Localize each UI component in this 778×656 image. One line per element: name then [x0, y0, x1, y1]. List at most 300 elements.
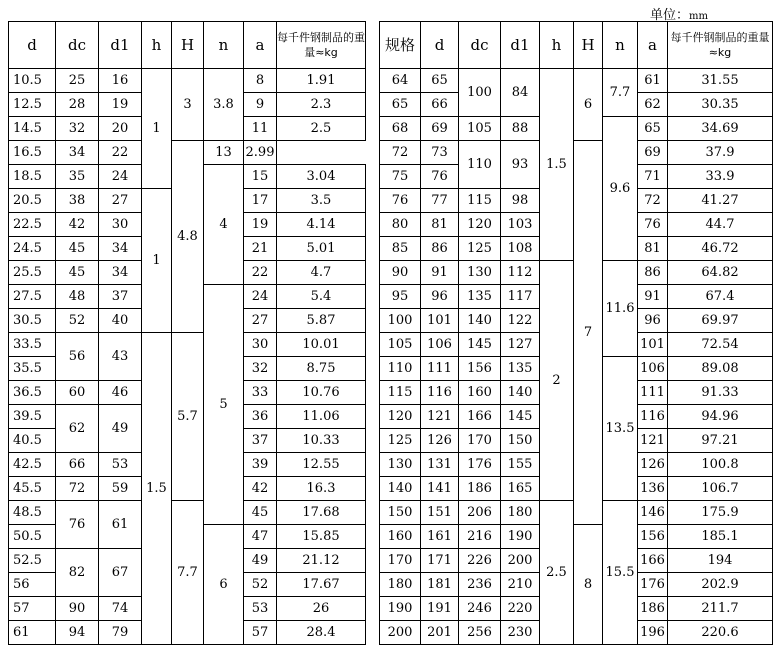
header-cell: dc — [459, 22, 501, 69]
table-row — [9, 69, 366, 93]
cell-w: 37.9 — [668, 141, 773, 165]
cell-w: 2.99 — [244, 141, 277, 165]
cell-d: 65 — [421, 69, 459, 93]
cell-d: 25.5 — [9, 261, 56, 285]
cell-d: 27.5 — [9, 285, 56, 309]
cell-d1: 16 — [99, 69, 142, 93]
cell-d: 45.5 — [9, 477, 56, 501]
header-cell: n — [603, 22, 638, 69]
cell-d: 40.5 — [9, 429, 56, 453]
cell-a: 32 — [244, 357, 277, 381]
cell-a: 96 — [638, 309, 668, 333]
cell-d: 73 — [421, 141, 459, 165]
cell-h: 1 — [142, 189, 172, 333]
cell-n: 3.8 — [204, 69, 244, 141]
cell-a: 17 — [244, 189, 277, 213]
cell-h: 1.5 — [540, 69, 574, 261]
cell-d: 111 — [421, 357, 459, 381]
cell-dc: 246 — [459, 597, 501, 621]
cell-dc: 115 — [459, 189, 501, 213]
cell-dc: 140 — [459, 309, 501, 333]
cell-w: 17.67 — [277, 573, 366, 597]
cell-w: 10.01 — [277, 333, 366, 357]
cell-a: 196 — [638, 621, 668, 645]
cell-w: 2.5 — [277, 117, 366, 141]
cell-spec: 200 — [380, 621, 421, 645]
cell-d: 101 — [421, 309, 459, 333]
cell-a: 19 — [244, 213, 277, 237]
cell-d: 171 — [421, 549, 459, 573]
cell-d1: 84 — [501, 69, 540, 117]
cell-d: 52.5 — [9, 549, 56, 573]
cell-d: 16.5 — [9, 141, 56, 165]
cell-d: 39.5 — [9, 405, 56, 429]
cell-dc: 52 — [56, 309, 99, 333]
cell-dc: 42 — [56, 213, 99, 237]
cell-w: 185.1 — [668, 525, 773, 549]
cell-w: 5.01 — [277, 237, 366, 261]
cell-dc: 72 — [56, 477, 99, 501]
cell-a: 186 — [638, 597, 668, 621]
cell-d1: 30 — [99, 213, 142, 237]
cell-w: 31.55 — [668, 69, 773, 93]
cell-n: 11.6 — [603, 261, 638, 357]
cell-d: 151 — [421, 501, 459, 525]
cell-spec: 95 — [380, 285, 421, 309]
header-cell: H — [574, 22, 603, 69]
left-table — [8, 21, 366, 645]
cell-a: 24 — [244, 285, 277, 309]
header-cell: h — [142, 22, 172, 69]
cell-a: 101 — [638, 333, 668, 357]
cell-spec: 150 — [380, 501, 421, 525]
cell-a: 65 — [638, 117, 668, 141]
cell-dc: 25 — [56, 69, 99, 93]
cell-a: 49 — [244, 549, 277, 573]
header-cell: n — [204, 22, 244, 69]
cell-a: 146 — [638, 501, 668, 525]
cell-w: 33.9 — [668, 165, 773, 189]
cell-w: 3.04 — [277, 165, 366, 189]
cell-d1: 67 — [99, 549, 142, 597]
cell-H: 8 — [574, 525, 603, 645]
cell-n: 15.5 — [603, 501, 638, 645]
cell-a: 91 — [638, 285, 668, 309]
cell-d1: 150 — [501, 429, 540, 453]
cell-H: 3 — [172, 69, 204, 141]
cell-d1: 24 — [99, 165, 142, 189]
header-cell: a — [638, 22, 668, 69]
cell-h: 2 — [540, 261, 574, 501]
cell-a: 61 — [638, 69, 668, 93]
cell-a: 136 — [638, 477, 668, 501]
cell-a: 42 — [244, 477, 277, 501]
header-cell: h — [540, 22, 574, 69]
cell-dc: 94 — [56, 621, 99, 645]
cell-w: 211.7 — [668, 597, 773, 621]
cell-spec: 75 — [380, 165, 421, 189]
cell-dc: 60 — [56, 381, 99, 405]
cell-d: 56 — [9, 573, 56, 597]
cell-spec: 110 — [380, 357, 421, 381]
cell-w: 16.3 — [277, 477, 366, 501]
cell-d1: 88 — [501, 117, 540, 141]
cell-a: 116 — [638, 405, 668, 429]
table-row — [9, 501, 366, 525]
cell-d1: 140 — [501, 381, 540, 405]
cell-w: 30.35 — [668, 93, 773, 117]
table-row — [9, 141, 366, 165]
cell-d1: 210 — [501, 573, 540, 597]
cell-d1: 165 — [501, 477, 540, 501]
cell-spec: 90 — [380, 261, 421, 285]
cell-d1: 20 — [99, 117, 142, 141]
cell-dc: 38 — [56, 189, 99, 213]
header-cell: H — [172, 22, 204, 69]
cell-w: 17.68 — [277, 501, 366, 525]
cell-dc: 45 — [56, 261, 99, 285]
cell-w: 67.4 — [668, 285, 773, 309]
cell-d1: 117 — [501, 285, 540, 309]
header-cell: d1 — [501, 22, 540, 69]
cell-a: 156 — [638, 525, 668, 549]
cell-a: 30 — [244, 333, 277, 357]
cell-dc: 256 — [459, 621, 501, 645]
cell-d1: 27 — [99, 189, 142, 213]
cell-a: 52 — [244, 573, 277, 597]
header-cell: 每千件钢制品的重量≈kg — [668, 22, 773, 69]
cell-dc: 45 — [56, 237, 99, 261]
cell-a: 121 — [638, 429, 668, 453]
cell-w: 5.87 — [277, 309, 366, 333]
cell-a: 8 — [244, 69, 277, 93]
cell-d1: 155 — [501, 453, 540, 477]
cell-a: 47 — [244, 525, 277, 549]
cell-dc: 56 — [56, 333, 99, 381]
cell-dc: 156 — [459, 357, 501, 381]
cell-d1: 74 — [99, 597, 142, 621]
cell-dc: 186 — [459, 477, 501, 501]
cell-a: 39 — [244, 453, 277, 477]
cell-spec: 160 — [380, 525, 421, 549]
cell-d: 50.5 — [9, 525, 56, 549]
header-row — [9, 22, 366, 69]
header-cell: d1 — [99, 22, 142, 69]
cell-d: 14.5 — [9, 117, 56, 141]
cell-d1: 53 — [99, 453, 142, 477]
cell-h: 1.5 — [142, 333, 172, 645]
unit-value: mm — [689, 11, 708, 22]
header-cell: a — [244, 22, 277, 69]
cell-a: 86 — [638, 261, 668, 285]
cell-d1: 43 — [99, 333, 142, 381]
table-row — [380, 69, 773, 93]
cell-dc: 145 — [459, 333, 501, 357]
cell-w: 28.4 — [277, 621, 366, 645]
cell-d1: 220 — [501, 597, 540, 621]
header-cell: d — [9, 22, 56, 69]
cell-a: 22 — [244, 261, 277, 285]
cell-a: 36 — [244, 405, 277, 429]
header-cell: 规格 — [380, 22, 421, 69]
cell-d: 18.5 — [9, 165, 56, 189]
header-cell: 每千件钢制品的重量≈kg — [277, 22, 366, 69]
cell-a: 57 — [244, 621, 277, 645]
cell-w: 8.75 — [277, 357, 366, 381]
cell-dc: 66 — [56, 453, 99, 477]
cell-d1: 127 — [501, 333, 540, 357]
cell-d: 66 — [421, 93, 459, 117]
cell-d1: 40 — [99, 309, 142, 333]
cell-spec: 80 — [380, 213, 421, 237]
cell-w: 194 — [668, 549, 773, 573]
cell-d1: 200 — [501, 549, 540, 573]
cell-n: 9.6 — [603, 117, 638, 261]
cell-d: 131 — [421, 453, 459, 477]
cell-a: 33 — [244, 381, 277, 405]
cell-w: 72.54 — [668, 333, 773, 357]
cell-w: 46.72 — [668, 237, 773, 261]
cell-w: 175.9 — [668, 501, 773, 525]
cell-d: 33.5 — [9, 333, 56, 357]
cell-dc: 62 — [56, 405, 99, 453]
cell-d: 48.5 — [9, 501, 56, 525]
cell-d: 161 — [421, 525, 459, 549]
cell-d1: 79 — [99, 621, 142, 645]
cell-h: 1 — [142, 69, 172, 189]
cell-d1: 49 — [99, 405, 142, 453]
cell-spec: 76 — [380, 189, 421, 213]
cell-spec: 120 — [380, 405, 421, 429]
cell-a: 11 — [244, 117, 277, 141]
cell-d1: 61 — [99, 501, 142, 549]
cell-w: 11.06 — [277, 405, 366, 429]
cell-d1: 122 — [501, 309, 540, 333]
cell-a: 21 — [244, 237, 277, 261]
cell-dc: 76 — [56, 501, 99, 549]
cell-w: 3.5 — [277, 189, 366, 213]
cell-w: 4.14 — [277, 213, 366, 237]
cell-a: 62 — [638, 93, 668, 117]
cell-n: 7.7 — [172, 501, 204, 645]
cell-w: 2.3 — [277, 93, 366, 117]
cell-w: 4.7 — [277, 261, 366, 285]
cell-spec: 190 — [380, 597, 421, 621]
cell-a: 106 — [638, 357, 668, 381]
cell-w: 89.08 — [668, 357, 773, 381]
cell-spec: 125 — [380, 429, 421, 453]
cell-d: 20.5 — [9, 189, 56, 213]
cell-w: 26 — [277, 597, 366, 621]
cell-w: 94.96 — [668, 405, 773, 429]
table-row — [9, 333, 366, 357]
cell-dc: 130 — [459, 261, 501, 285]
cell-n: 7.7 — [603, 69, 638, 117]
cell-spec: 64 — [380, 69, 421, 93]
cell-spec: 170 — [380, 549, 421, 573]
cell-spec: 65 — [380, 93, 421, 117]
cell-d1: 108 — [501, 237, 540, 261]
cell-w: 1.91 — [277, 69, 366, 93]
cell-H: 5 — [204, 285, 244, 525]
right-table — [379, 21, 773, 645]
cell-dc: 82 — [56, 549, 99, 597]
cell-d: 36.5 — [9, 381, 56, 405]
cell-a: 126 — [638, 453, 668, 477]
cell-a: 53 — [244, 597, 277, 621]
cell-H: 6 — [574, 69, 603, 141]
cell-a: 37 — [244, 429, 277, 453]
cell-w: 106.7 — [668, 477, 773, 501]
cell-a: 27 — [244, 309, 277, 333]
cell-dc: 236 — [459, 573, 501, 597]
table-row — [380, 525, 773, 549]
cell-a: 76 — [638, 213, 668, 237]
cell-d1: 37 — [99, 285, 142, 309]
table-row — [380, 141, 773, 165]
cell-a: 15 — [244, 165, 277, 189]
cell-d1: 34 — [99, 237, 142, 261]
cell-w: 12.55 — [277, 453, 366, 477]
cell-dc: 170 — [459, 429, 501, 453]
cell-d: 77 — [421, 189, 459, 213]
cell-n: 4.8 — [172, 141, 204, 333]
cell-d: 12.5 — [9, 93, 56, 117]
cell-d: 86 — [421, 237, 459, 261]
cell-d: 35.5 — [9, 357, 56, 381]
cell-dc: 90 — [56, 597, 99, 621]
cell-d1: 103 — [501, 213, 540, 237]
cell-H: 4 — [204, 165, 244, 285]
cell-d1: 22 — [99, 141, 142, 165]
cell-d: 81 — [421, 213, 459, 237]
cell-d1: 98 — [501, 189, 540, 213]
cell-w: 202.9 — [668, 573, 773, 597]
cell-dc: 48 — [56, 285, 99, 309]
cell-dc: 105 — [459, 117, 501, 141]
cell-d: 96 — [421, 285, 459, 309]
cell-d: 76 — [421, 165, 459, 189]
cell-spec: 180 — [380, 573, 421, 597]
cell-spec: 72 — [380, 141, 421, 165]
cell-spec: 85 — [380, 237, 421, 261]
cell-n: 5.7 — [172, 333, 204, 501]
unit-label: 单位：mm — [650, 8, 708, 23]
cell-dc: 125 — [459, 237, 501, 261]
header-cell: d — [421, 22, 459, 69]
cell-dc: 28 — [56, 93, 99, 117]
cell-a: 166 — [638, 549, 668, 573]
cell-d: 61 — [9, 621, 56, 645]
cell-d1: 145 — [501, 405, 540, 429]
cell-spec: 68 — [380, 117, 421, 141]
cell-d: 22.5 — [9, 213, 56, 237]
cell-w: 91.33 — [668, 381, 773, 405]
cell-w: 5.4 — [277, 285, 366, 309]
cell-d: 30.5 — [9, 309, 56, 333]
cell-d1: 190 — [501, 525, 540, 549]
cell-d1: 112 — [501, 261, 540, 285]
cell-d1: 19 — [99, 93, 142, 117]
cell-dc: 100 — [459, 69, 501, 117]
cell-dc: 35 — [56, 165, 99, 189]
cell-w: 21.12 — [277, 549, 366, 573]
cell-a: 69 — [638, 141, 668, 165]
cell-n: 13.5 — [603, 357, 638, 501]
cell-dc: 166 — [459, 405, 501, 429]
cell-w: 69.97 — [668, 309, 773, 333]
cell-a: 13 — [204, 141, 244, 165]
cell-d: 181 — [421, 573, 459, 597]
cell-w: 44.7 — [668, 213, 773, 237]
cell-d: 121 — [421, 405, 459, 429]
cell-dc: 34 — [56, 141, 99, 165]
cell-d: 69 — [421, 117, 459, 141]
cell-d1: 93 — [501, 141, 540, 189]
cell-d: 91 — [421, 261, 459, 285]
cell-a: 176 — [638, 573, 668, 597]
cell-dc: 32 — [56, 117, 99, 141]
cell-w: 10.33 — [277, 429, 366, 453]
cell-d: 116 — [421, 381, 459, 405]
cell-dc: 160 — [459, 381, 501, 405]
cell-dc: 135 — [459, 285, 501, 309]
cell-dc: 226 — [459, 549, 501, 573]
cell-d1: 230 — [501, 621, 540, 645]
header-row — [380, 22, 773, 69]
cell-a: 9 — [244, 93, 277, 117]
cell-spec: 115 — [380, 381, 421, 405]
header-cell: dc — [56, 22, 99, 69]
cell-d: 10.5 — [9, 69, 56, 93]
cell-a: 81 — [638, 237, 668, 261]
cell-w: 15.85 — [277, 525, 366, 549]
cell-a: 111 — [638, 381, 668, 405]
cell-d1: 46 — [99, 381, 142, 405]
cell-w: 10.76 — [277, 381, 366, 405]
cell-d1: 59 — [99, 477, 142, 501]
cell-d: 42.5 — [9, 453, 56, 477]
cell-d: 191 — [421, 597, 459, 621]
cell-w: 41.27 — [668, 189, 773, 213]
cell-w: 220.6 — [668, 621, 773, 645]
cell-H: 7 — [574, 141, 603, 525]
cell-w: 97.21 — [668, 429, 773, 453]
cell-dc: 176 — [459, 453, 501, 477]
cell-a: 45 — [244, 501, 277, 525]
cell-d: 201 — [421, 621, 459, 645]
cell-spec: 130 — [380, 453, 421, 477]
cell-d1: 180 — [501, 501, 540, 525]
cell-spec: 140 — [380, 477, 421, 501]
cell-a: 71 — [638, 165, 668, 189]
cell-dc: 110 — [459, 141, 501, 189]
cell-dc: 206 — [459, 501, 501, 525]
cell-dc: 216 — [459, 525, 501, 549]
cell-w: 34.69 — [668, 117, 773, 141]
cell-d1: 135 — [501, 357, 540, 381]
cell-d: 106 — [421, 333, 459, 357]
cell-H: 6 — [204, 525, 244, 645]
cell-spec: 105 — [380, 333, 421, 357]
cell-w: 64.82 — [668, 261, 773, 285]
cell-w: 100.8 — [668, 453, 773, 477]
cell-h: 2.5 — [540, 501, 574, 645]
cell-d: 57 — [9, 597, 56, 621]
cell-d: 24.5 — [9, 237, 56, 261]
cell-d: 126 — [421, 429, 459, 453]
cell-dc: 120 — [459, 213, 501, 237]
